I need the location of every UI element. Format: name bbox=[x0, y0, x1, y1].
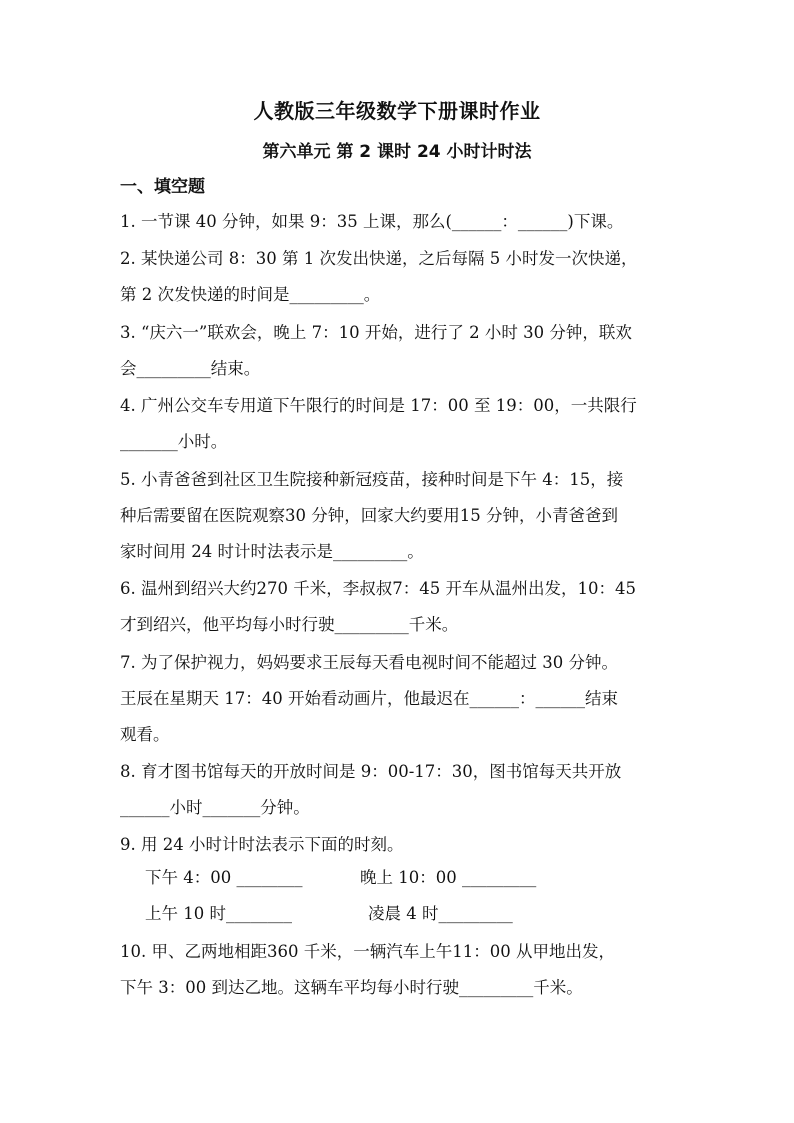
page-title: 人教版三年级数学下册课时作业 bbox=[253, 99, 541, 123]
question-line: 下午 3：00 到达乙地。这辆车平均每小时行驶_________千米。 bbox=[120, 978, 583, 997]
question-9-item: 上午 10 时________ bbox=[145, 904, 292, 923]
question-line: 9. 用 24 小时计时法表示下面的时刻。 bbox=[120, 835, 404, 854]
question-9-item: 凌晨 4 时_________ bbox=[368, 904, 513, 923]
question-line: 2. 某快递公司 8：30 第 1 次发出快递，之后每隔 5 小时发一次快递， bbox=[120, 249, 638, 268]
question-line: 5. 小青爸爸到社区卫生院接种新冠疫苗，接种时间是下午 4：15，接 bbox=[120, 470, 624, 489]
question-line: 10. 甲、乙两地相距360 千米，一辆汽车上午11：00 从甲地出发， bbox=[120, 942, 615, 961]
question-line: 王辰在星期天 17：40 开始看动画片，他最迟在______：______结束 bbox=[120, 689, 618, 708]
question-line: 1. 一节课 40 分钟，如果 9：35 上课，那么(______：______)下课。 bbox=[120, 212, 624, 231]
question-9-item: 晚上 10：00 _________ bbox=[360, 868, 537, 887]
question-line: 8. 育才图书馆每天的开放时间是 9：00-17：30，图书馆每天共开放 bbox=[120, 762, 622, 781]
question-line: 第 2 次发快递的时间是_________。 bbox=[120, 285, 381, 304]
question-line: 6. 温州到绍兴大约270 千米，李叔叔7：45 开车从温州出发，10：45 bbox=[120, 579, 636, 598]
question-5 bbox=[120, 462, 680, 570]
question-10 bbox=[120, 934, 680, 1006]
question-line: 3. “庆六一”联欢会，晚上 7：10 开始，进行了 2 小时 30 分钟，联欢 bbox=[120, 323, 632, 342]
question-line: ______小时_______分钟。 bbox=[120, 798, 310, 817]
question-line: 7. 为了保护视力，妈妈要求王辰每天看电视时间不能超过 30 分钟。 bbox=[120, 653, 618, 672]
question-4 bbox=[120, 388, 680, 460]
page-subtitle: 第六单元 第 2 课时 24 小时计时法 bbox=[262, 142, 532, 162]
question-line: 会_________结束。 bbox=[120, 359, 261, 378]
question-2 bbox=[120, 241, 680, 313]
question-8 bbox=[120, 754, 680, 826]
question-line: _______小时。 bbox=[120, 432, 228, 451]
question-line: 家时间用 24 时计时法表示是_________。 bbox=[120, 542, 424, 561]
question-line: 4. 广州公交车专用道下午限行的时间是 17：00 至 19：00，一共限行 bbox=[120, 396, 637, 415]
question-line: 种后需要留在医院观察30 分钟，回家大约要用15 分钟，小青爸爸到 bbox=[120, 506, 618, 525]
question-line: 才到绍兴，他平均每小时行驶_________千米。 bbox=[120, 615, 459, 634]
section-heading: 一、填空题 bbox=[120, 177, 205, 197]
question-3 bbox=[120, 315, 680, 387]
question-1 bbox=[120, 204, 680, 240]
question-line: 观看。 bbox=[120, 725, 170, 744]
question-9 bbox=[120, 827, 680, 863]
question-9-item: 下午 4：00 ________ bbox=[145, 868, 303, 887]
question-6 bbox=[120, 571, 680, 643]
question-7 bbox=[120, 645, 680, 753]
